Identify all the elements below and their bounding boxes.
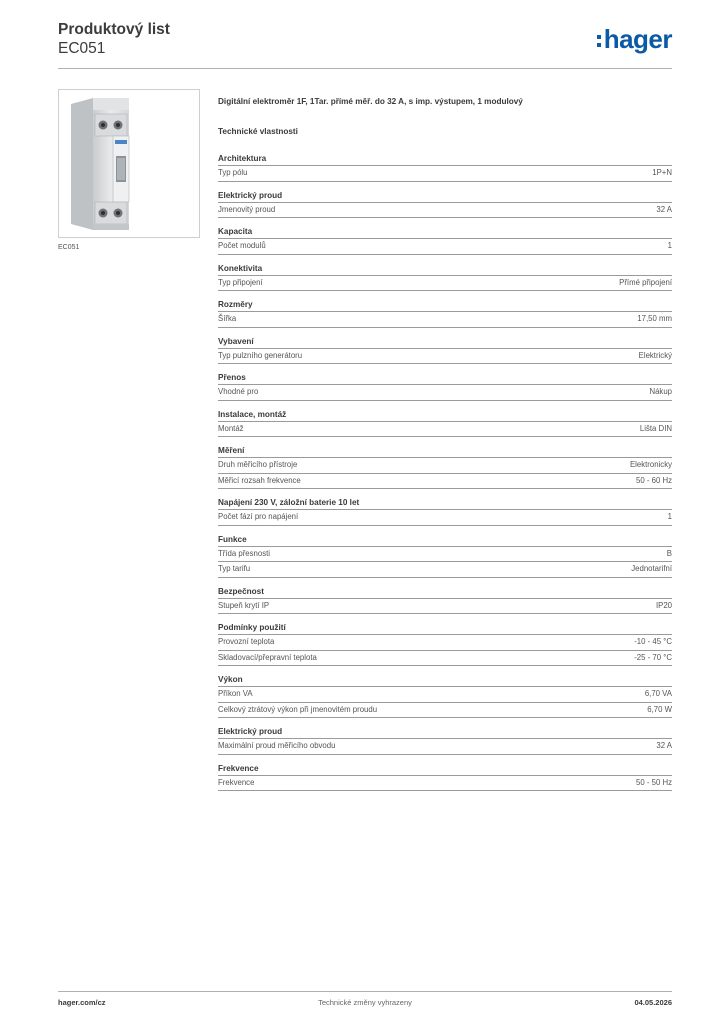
spec-row bbox=[218, 458, 672, 474]
spec-group-title: Podmínky použití bbox=[218, 621, 672, 635]
spec-value: IP20 bbox=[655, 600, 672, 610]
spec-group-title: Napájení 230 V, záložní baterie 10 let bbox=[218, 496, 672, 510]
spec-row bbox=[218, 739, 672, 755]
spec-label: Vhodné pro bbox=[218, 387, 259, 396]
spec-group bbox=[218, 152, 672, 182]
page-title: Produktový list bbox=[58, 21, 170, 38]
spec-group-title: Bezpečnost bbox=[218, 585, 672, 599]
footer-date: 04.05.2026 bbox=[634, 998, 672, 1007]
page-header bbox=[58, 20, 672, 58]
spec-row bbox=[218, 776, 672, 792]
product-description: Digitální elektroměr 1F, 1Tar. přímé měř. do 32 A, s imp. výstupem, 1 modulový bbox=[218, 97, 523, 106]
spec-row bbox=[218, 203, 672, 219]
spec-label: Počet fází pro napájení bbox=[218, 512, 299, 521]
spec-label: Typ pólu bbox=[218, 168, 248, 177]
spec-row bbox=[218, 349, 672, 365]
hager-logo bbox=[597, 24, 672, 55]
spec-label: Typ pulzního generátoru bbox=[218, 350, 303, 360]
spec-label: Typ připojení bbox=[218, 277, 263, 287]
spec-label: Skladovací/přepravní teplota bbox=[218, 652, 317, 662]
spec-group bbox=[218, 725, 672, 755]
spec-label: Jmenovitý proud bbox=[218, 204, 276, 214]
spec-value: 1P+N bbox=[652, 168, 672, 177]
spec-value: 6,70 W bbox=[647, 704, 672, 714]
spec-row bbox=[218, 474, 672, 490]
spec-row bbox=[218, 510, 672, 526]
spec-label: Stupeň krytí IP bbox=[218, 600, 270, 610]
spec-group bbox=[218, 762, 672, 792]
header-divider bbox=[58, 68, 672, 69]
spec-label: Příkon VA bbox=[218, 689, 253, 698]
spec-value: Elektronicky bbox=[629, 460, 672, 469]
spec-row bbox=[218, 239, 672, 255]
spec-label: Provozní teplota bbox=[218, 637, 275, 646]
spec-label: Montáž bbox=[218, 423, 244, 433]
spec-group bbox=[218, 262, 672, 292]
spec-row bbox=[218, 635, 672, 651]
spec-value: 6,70 VA bbox=[644, 689, 672, 698]
spec-label: Typ tarifu bbox=[218, 564, 251, 573]
spec-value: -10 - 45 °C bbox=[634, 637, 672, 646]
spec-group bbox=[218, 225, 672, 255]
spec-label: Třída přesnosti bbox=[218, 548, 271, 558]
spec-row bbox=[218, 687, 672, 703]
logo-text: hager bbox=[603, 24, 672, 54]
spec-group-title: Elektrický proud bbox=[218, 725, 672, 739]
spec-label: Druh měřicího přístroje bbox=[218, 460, 298, 469]
spec-group-title: Výkon bbox=[218, 673, 672, 687]
spec-group-title: Vybavení bbox=[218, 335, 672, 349]
spec-group-title: Instalace, montáž bbox=[218, 408, 672, 422]
spec-row bbox=[218, 422, 672, 438]
spec-groups bbox=[218, 152, 672, 791]
spec-value: Jednotarifní bbox=[631, 564, 672, 573]
spec-label: Měřicí rozsah frekvence bbox=[218, 475, 301, 485]
spec-group bbox=[218, 371, 672, 401]
spec-group-title: Funkce bbox=[218, 533, 672, 547]
spec-value: Nákup bbox=[649, 387, 672, 396]
spec-group bbox=[218, 621, 672, 666]
spec-value: Elektrický bbox=[638, 350, 672, 360]
spec-group bbox=[218, 189, 672, 219]
spec-value: 17,50 mm bbox=[637, 314, 672, 323]
footer-divider bbox=[58, 991, 672, 992]
spec-row bbox=[218, 703, 672, 719]
spec-group-title: Konektivita bbox=[218, 262, 672, 276]
spec-value: 32 A bbox=[656, 204, 672, 214]
spec-value: 1 bbox=[667, 512, 672, 521]
spec-row bbox=[218, 562, 672, 578]
spec-group bbox=[218, 585, 672, 615]
spec-group-title: Elektrický proud bbox=[218, 189, 672, 203]
spec-group bbox=[218, 496, 672, 526]
spec-row bbox=[218, 385, 672, 401]
spec-group bbox=[218, 444, 672, 489]
footer-website[interactable]: hager.com/cz bbox=[58, 998, 106, 1007]
spec-value: 1 bbox=[667, 241, 672, 250]
spec-value: 50 - 50 Hz bbox=[636, 777, 672, 787]
image-caption: EC051 bbox=[58, 244, 80, 251]
energy-meter-picture bbox=[59, 90, 199, 237]
logo-dots-icon bbox=[597, 33, 601, 49]
spec-value: Přímé připojení bbox=[619, 277, 672, 287]
spec-value: Lišta DIN bbox=[639, 423, 672, 433]
spec-group bbox=[218, 673, 672, 718]
spec-row bbox=[218, 312, 672, 328]
spec-value: 50 - 60 Hz bbox=[636, 475, 672, 485]
spec-group-title: Měření bbox=[218, 444, 672, 458]
spec-group-title: Frekvence bbox=[218, 762, 672, 776]
spec-label: Počet modulů bbox=[218, 241, 266, 250]
spec-row bbox=[218, 651, 672, 667]
spec-value: 32 A bbox=[656, 741, 672, 750]
spec-label: Celkový ztrátový výkon při jmenovitém proudu bbox=[218, 704, 378, 714]
spec-group bbox=[218, 408, 672, 438]
spec-group-title: Kapacita bbox=[218, 225, 672, 239]
spec-group bbox=[218, 533, 672, 578]
product-code: EC051 bbox=[58, 40, 106, 57]
spec-label: Frekvence bbox=[218, 777, 255, 787]
spec-label: Šířka bbox=[218, 314, 237, 323]
spec-content bbox=[218, 97, 672, 798]
footer-disclaimer: Technické změny vyhrazeny bbox=[318, 998, 412, 1007]
spec-group-title: Architektura bbox=[218, 152, 672, 166]
spec-group bbox=[218, 335, 672, 365]
spec-row bbox=[218, 599, 672, 615]
spec-label: Maximální proud měřicího obvodu bbox=[218, 741, 336, 750]
spec-row bbox=[218, 166, 672, 182]
spec-group-title: Přenos bbox=[218, 371, 672, 385]
spec-value: -25 - 70 °C bbox=[634, 652, 672, 662]
spec-row bbox=[218, 276, 672, 292]
product-image bbox=[58, 89, 200, 238]
spec-group-title: Rozměry bbox=[218, 298, 672, 312]
spec-group bbox=[218, 298, 672, 328]
spec-value: B bbox=[666, 548, 672, 558]
technical-properties-title: Technické vlastnosti bbox=[218, 127, 298, 136]
spec-row bbox=[218, 547, 672, 563]
